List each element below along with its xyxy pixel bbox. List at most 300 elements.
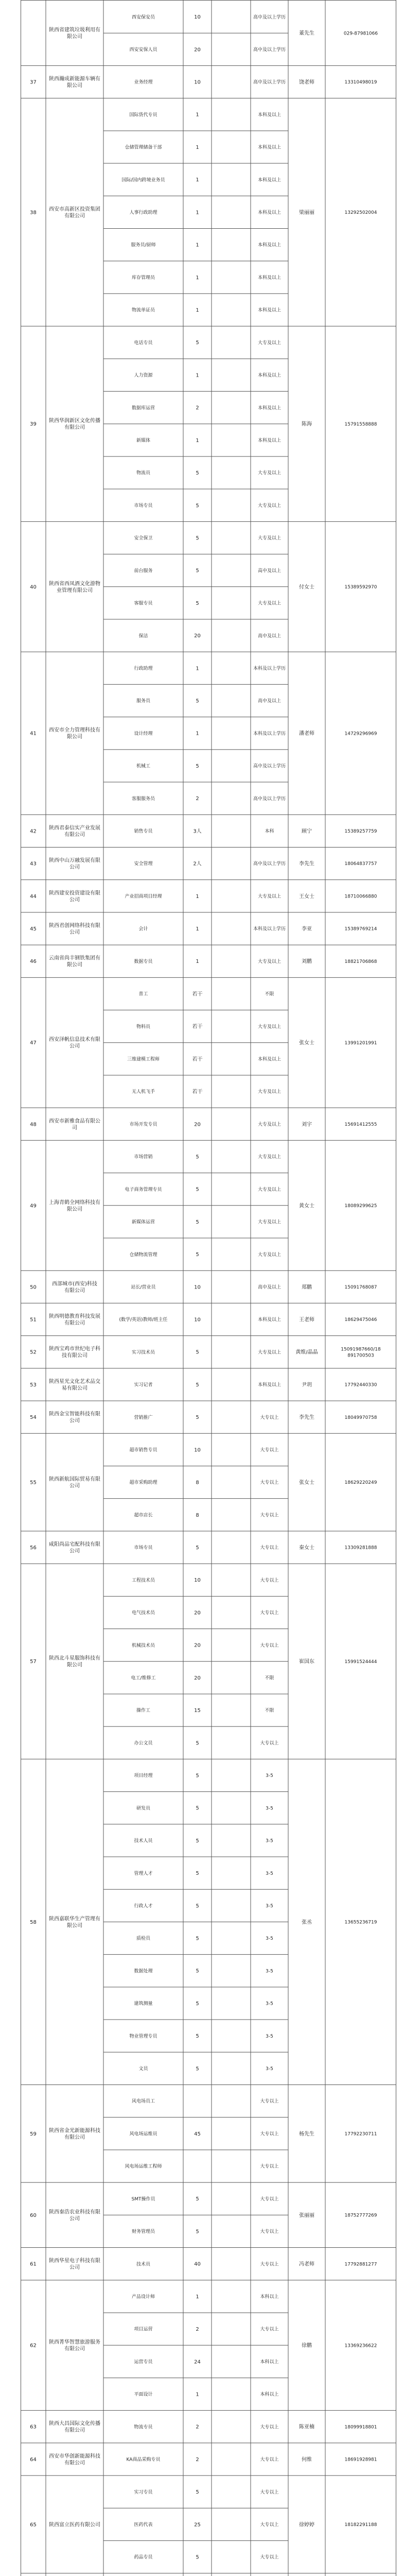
job-education: 本科及以上 <box>257 1382 282 1388</box>
job-education: 高中及以上 <box>257 633 282 639</box>
job-headcount: 5 <box>196 568 199 574</box>
job-headcount: 1 <box>196 437 199 444</box>
job-headcount: 5 <box>196 1903 199 1909</box>
job-headcount: 5 <box>196 1154 199 1160</box>
job-title: 电子商务管理专员 <box>125 1187 162 1193</box>
job-headcount: 24 <box>194 2359 201 2365</box>
job-title: 项目经理 <box>134 1773 153 1779</box>
job-education: 大专及以上 <box>257 1089 282 1095</box>
contact-person: 徐婷婷 <box>299 2522 314 2528</box>
job-education: 3-5 <box>266 1838 273 1844</box>
job-title: 前台服务 <box>134 568 153 574</box>
contact-person: 董先生 <box>299 30 314 37</box>
job-title: 超市采购助理 <box>129 1480 157 1486</box>
row-number: 54 <box>30 1415 37 1421</box>
job-education: 大专以上 <box>260 2522 279 2528</box>
job-title: 管理人才 <box>134 1871 153 1876</box>
job-education: 大专以上 <box>260 2425 279 2430</box>
job-education: 大专及以上 <box>257 1122 282 1127</box>
job-title: 安全管理 <box>134 861 153 867</box>
contact-phone: 18049970758 <box>344 1415 377 1420</box>
job-headcount: 1 <box>196 2392 199 2398</box>
contact-phone: 17792440330 <box>344 1382 377 1388</box>
company-name: 陕西菁华智慧旅游服务有限公司 <box>49 2340 100 2352</box>
company-name: 上海青鹤全网络科技有限公司 <box>49 1199 100 1212</box>
job-title: 新媒体运营 <box>131 1219 155 1225</box>
job-headcount: 1 <box>196 893 199 900</box>
job-education: 大专以上 <box>260 2327 279 2332</box>
job-education: 本科及以上 <box>257 1057 282 1062</box>
job-headcount: 5 <box>196 1252 199 1258</box>
job-headcount: 5 <box>196 340 199 346</box>
contact-phone: 13292502004 <box>344 210 377 216</box>
job-title: 机械工 <box>136 764 151 769</box>
job-headcount: 5 <box>196 698 199 704</box>
job-headcount: 5 <box>196 2554 199 2561</box>
job-title: 西安保安员 <box>131 14 155 20</box>
job-headcount: 5 <box>196 503 199 509</box>
job-title: 电话专员 <box>134 340 153 346</box>
job-title: 产品设计师 <box>131 2294 155 2300</box>
job-headcount: 5 <box>196 2033 199 2040</box>
job-education: 本科及以上 <box>257 308 282 313</box>
job-education: 本科及以上学历 <box>253 666 286 671</box>
contact-person: 李亚 <box>302 926 312 932</box>
company-name: 陕西嘉联华生产管理有限公司 <box>49 1916 100 1929</box>
job-headcount: 20 <box>194 1610 201 1616</box>
contact-person: 张丞 <box>302 1919 312 1925</box>
job-headcount: 5 <box>196 2066 199 2072</box>
job-title: 仓储管理储备干部 <box>125 145 162 150</box>
job-title: 人力资源 <box>134 373 153 379</box>
contact-phone: 15389592970 <box>344 584 377 590</box>
contact-person: 崔国东 <box>299 1659 314 1665</box>
job-title: 国际货代专员 <box>129 112 157 118</box>
row-number: 39 <box>30 421 37 428</box>
row-number: 44 <box>30 893 37 900</box>
job-education: 大专及以上 <box>257 601 282 606</box>
job-headcount: 20 <box>194 1122 201 1128</box>
company-name: 陕西秦浩农业科技有限公司 <box>49 2209 100 2222</box>
row-number: 47 <box>30 1040 37 1046</box>
contact-person: 尹玥 <box>302 1382 312 1388</box>
job-title: 营销推广 <box>134 1415 153 1420</box>
job-education: 大专以上 <box>260 2555 279 2561</box>
row-number: 49 <box>30 1203 37 1209</box>
row-number: 45 <box>30 926 37 932</box>
job-headcount: 若干 <box>192 1089 203 1095</box>
job-title: 物流专员 <box>134 2425 153 2430</box>
job-headcount: 5 <box>196 2229 199 2235</box>
job-headcount: 5 <box>196 1187 199 1193</box>
contact-person: 杨先生 <box>299 2131 314 2137</box>
row-number: 41 <box>30 731 37 737</box>
job-education: 大专及以上 <box>257 470 282 476</box>
job-title: 产业招商项目经理 <box>125 894 162 900</box>
job-title: 客服服务员 <box>131 796 155 802</box>
job-title: 服务员/厨师 <box>131 243 156 248</box>
company-name: 咸阳尚品宅配科技有限公司 <box>49 1541 100 1554</box>
job-headcount: 1 <box>196 731 199 737</box>
contact-phone: 18710066880 <box>344 894 377 900</box>
job-headcount: 1 <box>196 308 199 313</box>
contact-phone: 18629220249 <box>344 1480 377 1486</box>
job-education: 大专以上 <box>260 1415 279 1420</box>
job-headcount: 15 <box>194 1708 201 1714</box>
row-number: 38 <box>30 210 37 216</box>
job-education: 大专以上 <box>260 1448 279 1453</box>
job-education: 3-5 <box>266 1936 273 1942</box>
job-title: 财务管理员 <box>131 2229 155 2235</box>
job-education: 大专及以上 <box>257 1219 282 1225</box>
job-education: 大专以上 <box>260 2164 279 2170</box>
job-education: 高中及以上学历 <box>253 80 286 86</box>
row-number: 40 <box>30 584 37 590</box>
job-title: 行政助理 <box>134 666 153 671</box>
job-education: 3-5 <box>266 1903 273 1909</box>
job-education: 高中及以上学历 <box>253 796 286 802</box>
job-education: 大专以上 <box>260 1545 279 1551</box>
job-headcount: 5 <box>196 1871 199 1877</box>
row-number: 37 <box>30 79 37 86</box>
company-name: 西安市全力管理科技有限公司 <box>49 727 100 740</box>
job-headcount: 1 <box>196 177 199 183</box>
job-education: 本科及以上学历 <box>253 731 286 737</box>
job-title: 库存管理员 <box>131 275 155 281</box>
job-headcount: 5 <box>196 1968 199 1974</box>
company-name: 陕西金宝智能科技有限公司 <box>49 1411 100 1424</box>
contact-phone: 18182291188 <box>344 2522 377 2528</box>
job-headcount: 1 <box>196 372 199 379</box>
job-title: 数据专员 <box>134 959 153 964</box>
contact-person: 陈亚楠 <box>299 2424 314 2430</box>
job-headcount: 5 <box>196 600 199 606</box>
row-number: 48 <box>30 1122 37 1128</box>
job-title: 国际/国内跨境业务员 <box>121 177 165 183</box>
contact-phone: 029-87981066 <box>343 31 378 37</box>
job-title: 销售专员 <box>134 829 153 835</box>
job-education: 3-5 <box>266 1969 273 1974</box>
contact-person: 王女士 <box>299 893 314 900</box>
job-education: 大专以上 <box>260 2099 279 2105</box>
job-title: 客服专员 <box>134 601 153 606</box>
company-name: 陕西省金光新能源科技有限公司 <box>49 2128 100 2141</box>
job-title: 药品专员 <box>134 2555 153 2561</box>
job-education: 高中及以上 <box>257 568 282 574</box>
job-education: 大专及以上 <box>257 1187 282 1193</box>
job-education: 大专以上 <box>260 2262 279 2267</box>
contact-phone: 13309281888 <box>344 1545 377 1551</box>
job-education: 本科及以上 <box>257 243 282 248</box>
company-name: 陕西华星电子科技有限公司 <box>49 2258 100 2271</box>
job-headcount: 2 <box>196 796 199 802</box>
contact-phone: 15791558888 <box>344 421 377 427</box>
job-title: 行政人才 <box>134 1903 153 1909</box>
job-education: 大专及以上 <box>257 1252 282 1258</box>
job-title: (数学/英语)教师/班主任 <box>119 1317 168 1323</box>
contact-phone: 18629475046 <box>344 1317 377 1323</box>
job-title: 服务员 <box>136 699 151 704</box>
job-headcount: 5 <box>196 763 199 769</box>
job-education: 高中及以上学历 <box>253 47 286 53</box>
contact-phone: 18089299625 <box>344 1203 377 1209</box>
job-headcount: 5 <box>196 1349 199 1355</box>
job-headcount: 5 <box>196 1219 199 1225</box>
row-number: 56 <box>30 1545 37 1551</box>
contact-phone: 18821706868 <box>344 959 377 964</box>
job-education: 3-5 <box>266 1773 273 1779</box>
job-title: 平面设计 <box>134 2392 153 2398</box>
job-headcount: 2人 <box>193 861 202 867</box>
contact-phone: 13991201991 <box>344 1040 377 1046</box>
contact-phone: 18752777269 <box>344 2213 377 2218</box>
job-title: 业务经理 <box>134 80 153 86</box>
job-education: 高中及以上 <box>257 1284 282 1290</box>
job-headcount: 1 <box>196 926 199 932</box>
job-title: 市场专员 <box>134 1545 153 1551</box>
job-title: 安全保卫 <box>134 536 153 541</box>
job-education: 本科以上 <box>260 2294 279 2300</box>
contact-person: 张女士 <box>299 1480 314 1486</box>
job-headcount: 2 <box>196 405 199 411</box>
job-headcount: 20 <box>194 47 201 53</box>
contact-person: 李先生 <box>299 861 314 867</box>
job-title: 办公文员 <box>134 1740 153 1746</box>
job-education: 本科及以上 <box>257 405 282 411</box>
job-education: 本科及以上 <box>257 373 282 379</box>
job-education: 本科以上 <box>260 2359 279 2365</box>
job-title: 物业管理专员 <box>129 2033 157 2039</box>
company-name: 云南省尚丰钢铁集团有限公司 <box>49 955 100 968</box>
job-title: 市场营销 <box>134 1155 153 1160</box>
job-title: 仓储物流管理 <box>129 1252 157 1258</box>
contact-phone: 15991524444 <box>344 1659 377 1665</box>
contact-phone: 15091768087 <box>344 1284 377 1290</box>
row-number: 62 <box>30 2343 37 2349</box>
job-headcount: 8 <box>196 1512 199 1518</box>
company-name: 陕西瀚成新能源车辆有限公司 <box>49 76 100 89</box>
job-title: 新媒体 <box>136 438 151 444</box>
job-title: 物流员 <box>136 470 151 476</box>
job-title: 操作工 <box>136 1708 151 1714</box>
job-education: 3-5 <box>266 2001 273 2007</box>
company-name: 西安市华创新能源科技有限公司 <box>49 2453 100 2466</box>
job-education: 本科及以上 <box>257 177 282 183</box>
job-education: 大专及以上 <box>257 1350 282 1355</box>
row-number: 53 <box>30 1382 37 1388</box>
job-headcount: 45 <box>194 2131 201 2137</box>
contact-person: 何维 <box>302 2456 312 2463</box>
job-title: 三维建模工程师 <box>127 1057 160 1062</box>
job-education: 大专以上 <box>260 1643 279 1649</box>
job-education: 不限 <box>265 1675 274 1681</box>
job-headcount: 10 <box>194 1578 201 1584</box>
job-title: 技术员 <box>136 2262 151 2267</box>
job-title: 运营专员 <box>134 2359 153 2365</box>
row-number: 61 <box>30 2261 37 2267</box>
job-headcount: 若干 <box>192 1056 203 1062</box>
job-title: 物料员 <box>136 1024 151 1030</box>
contact-phone: 15691412555 <box>344 1122 377 1127</box>
job-headcount: 10 <box>194 1317 201 1323</box>
job-education: 高中及以上学历 <box>253 764 286 769</box>
job-headcount: 1 <box>196 666 199 672</box>
job-title: 建筑测量 <box>134 2001 153 2007</box>
row-number: 46 <box>30 959 37 965</box>
job-headcount: 1 <box>196 275 199 281</box>
job-education: 大专以上 <box>260 2196 279 2202</box>
contact-phone: 18691928981 <box>344 2457 377 2463</box>
contact-person: 秦女士 <box>299 1545 314 1551</box>
company-name: 陕西星光文化艺术品交易有限公司 <box>49 1379 100 1392</box>
company-name: 陕西省西凤酒文化游物业管理有限公司 <box>49 581 100 594</box>
job-education: 大专以上 <box>260 1611 279 1616</box>
row-number: 58 <box>30 1919 37 1925</box>
job-title: 风电场运维员 <box>129 2131 157 2137</box>
job-education: 高中及以上 <box>257 699 282 704</box>
job-education: 高中及以上学历 <box>253 14 286 20</box>
job-title: 机械技术员 <box>131 1643 155 1649</box>
company-name: 西部城市(西安)科技有限公司 <box>52 1281 97 1294</box>
job-title: 会计 <box>138 926 148 932</box>
job-headcount: 1 <box>196 959 199 965</box>
company-name: 陕西北斗星服饰科技有限公司 <box>49 1655 100 1668</box>
job-headcount: 5 <box>196 1773 199 1779</box>
job-title: 西安安保人员 <box>129 47 157 53</box>
job-education: 3-5 <box>266 2033 273 2039</box>
job-title: 人事行政助理 <box>129 210 157 216</box>
job-title: 项目运营 <box>134 2327 153 2332</box>
job-headcount: 8 <box>196 1480 199 1486</box>
row-number: 50 <box>30 1284 37 1291</box>
job-headcount: 1 <box>196 242 199 248</box>
job-title: 市场专员 <box>134 503 153 509</box>
company-name: 陕西君泰信实产业发展有限公司 <box>49 825 100 838</box>
job-headcount: 3人 <box>193 828 202 835</box>
company-name: 陕西明德教育科技发展有限公司 <box>49 1314 100 1327</box>
job-education: 大专及以上 <box>257 503 282 509</box>
job-headcount: 20 <box>194 1642 201 1649</box>
job-title: 站长/营业员 <box>131 1284 156 1290</box>
job-title: 无人机飞手 <box>131 1089 155 1095</box>
contact-phone: 13369236622 <box>344 2343 377 2349</box>
contact-phone: 13655236719 <box>344 1920 377 1925</box>
job-headcount: 1 <box>196 112 199 118</box>
job-headcount: 5 <box>196 1740 199 1747</box>
job-title: 数据处理 <box>134 1969 153 1974</box>
job-education: 大专及以上 <box>257 959 282 964</box>
job-education: 本科及以上 <box>257 275 282 281</box>
company-name: 西安市高新区投资集团有限公司 <box>49 206 100 219</box>
job-title: 市场开发专员 <box>129 1122 157 1127</box>
job-education: 不限 <box>265 1708 274 1714</box>
contact-person: 张丽丽 <box>299 2212 314 2218</box>
contact-person: 刘鹏 <box>302 959 312 965</box>
job-education: 本科及以上 <box>257 1317 282 1323</box>
job-education: 大专及以上 <box>257 1155 282 1160</box>
job-education: 本科及以上 <box>257 145 282 150</box>
job-headcount: 2 <box>196 2424 199 2430</box>
row-number: 55 <box>30 1480 37 1486</box>
job-headcount: 5 <box>196 1415 199 1421</box>
job-education: 大专以上 <box>260 2131 279 2137</box>
job-headcount: 5 <box>196 535 199 541</box>
company-name: 陕西宝鸡市世纪电子科技有限公司 <box>49 1346 100 1359</box>
job-headcount: 若干 <box>192 991 203 997</box>
contact-person: 徐鹏 <box>302 2343 312 2349</box>
job-headcount: 20 <box>194 633 201 639</box>
contact-phone: 18099918801 <box>344 2425 377 2430</box>
contact-person: 张女士 <box>299 1040 314 1046</box>
job-headcount: 若干 <box>192 1024 203 1030</box>
job-headcount: 2 <box>196 2327 199 2333</box>
job-title: 数据库运营 <box>131 405 155 411</box>
job-headcount: 2 <box>196 2456 199 2463</box>
job-title: 研发员 <box>136 1806 151 1811</box>
contact-person: 潘老师 <box>299 731 314 737</box>
job-title: KA商品采购专员 <box>126 2457 161 2463</box>
job-title: 医药代表 <box>134 2522 153 2528</box>
job-headcount: 10 <box>194 14 201 21</box>
job-title: 风电场员工 <box>131 2099 155 2105</box>
job-title: 文员 <box>138 2066 148 2072</box>
contact-phone: 14729296969 <box>344 731 377 737</box>
contact-person: 顾宁 <box>302 828 312 835</box>
job-education: 本科及以上 <box>257 438 282 444</box>
job-education: 大专及以上 <box>257 340 282 346</box>
contact-person: 付女士 <box>299 584 314 590</box>
job-title: 电工/维修工 <box>131 1675 156 1681</box>
job-title: 普工 <box>138 992 148 997</box>
row-number: 64 <box>30 2456 37 2463</box>
row-number: 52 <box>30 1349 37 1355</box>
company-name: 陕西富立医药有限公司 <box>49 2522 100 2528</box>
contact-person: 饶老师 <box>299 79 314 86</box>
contact-phone: 13310498019 <box>344 80 377 86</box>
job-title: 质检员 <box>136 1936 151 1942</box>
contact-person: 李先生 <box>299 1415 314 1421</box>
job-education: 本科及以上 <box>257 210 282 216</box>
contact-person: 郑鹏 <box>302 1284 312 1291</box>
job-education: 大专及以上 <box>257 894 282 900</box>
row-number: 43 <box>30 861 37 867</box>
job-education: 不限 <box>265 992 274 997</box>
job-headcount: 5 <box>196 2001 199 2007</box>
job-title: 超市销售专员 <box>129 1448 157 1453</box>
contact-phone: 15389257759 <box>344 829 377 835</box>
job-headcount: 25 <box>194 2522 201 2528</box>
job-education: 本科及以上学历 <box>253 926 286 932</box>
job-title: 风电场运维工程师 <box>125 2164 162 2170</box>
job-headcount: 40 <box>194 2261 201 2267</box>
row-number: 42 <box>30 828 37 835</box>
job-education: 大专以上 <box>260 1480 279 1486</box>
job-headcount: 5 <box>196 470 199 477</box>
contact-person: 黄维/晶晶 <box>295 1349 318 1355</box>
job-title: 实习技术员 <box>131 1350 155 1355</box>
job-title: 设计经理 <box>134 731 153 737</box>
company-name: 陕西建安投资建设有限公司 <box>49 890 100 903</box>
job-headcount: 10 <box>194 1447 201 1453</box>
job-education: 大专以上 <box>260 2489 279 2495</box>
contact-phone: 15389769214 <box>344 926 377 932</box>
job-education: 本科 <box>265 829 274 835</box>
job-headcount: 1 <box>196 2294 199 2300</box>
job-education: 高中及以上学历 <box>253 861 286 867</box>
job-title: 技术人员 <box>134 1838 153 1844</box>
contact-person: 梁丽丽 <box>299 210 314 216</box>
company-name: 陕西中山万融发展有限公司 <box>49 858 100 871</box>
